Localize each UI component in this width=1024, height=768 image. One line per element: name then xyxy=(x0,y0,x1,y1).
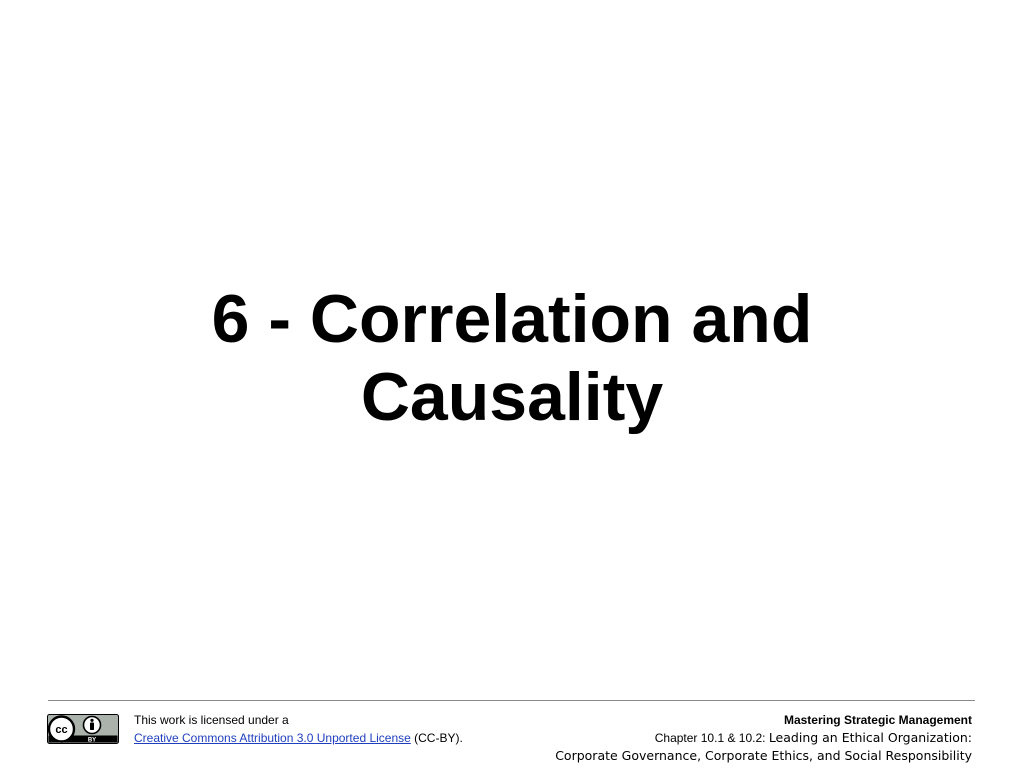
slide-title-line-1: 6 - Correlation and xyxy=(211,281,813,357)
chapter-title: Leading an Ethical Organization: xyxy=(768,730,972,745)
chapter-line xyxy=(502,729,972,747)
badge-by-text: BY xyxy=(87,737,97,744)
license-link[interactable]: Creative Commons Attribution 3.0 Unported License xyxy=(134,731,411,745)
chapter-subtitle: Corporate Governance, Corporate Ethics, and Social Responsibility xyxy=(555,748,972,763)
license-line-2 xyxy=(134,729,463,747)
license-prefix: This work is licensed under a xyxy=(134,713,289,727)
license-suffix: (CC-BY). xyxy=(410,731,463,745)
book-title: Mastering Strategic Management xyxy=(783,713,972,727)
slide-title xyxy=(0,280,1024,436)
chapter-label: Chapter 10.1 & 10.2: xyxy=(654,731,769,745)
badge-cc-text: cc xyxy=(55,724,68,736)
book-credits xyxy=(502,711,972,765)
license-notice xyxy=(134,711,463,747)
footer-divider xyxy=(48,700,975,701)
slide-title-line-2: Causality xyxy=(360,359,664,435)
cc-by-badge-icon[interactable] xyxy=(47,714,119,744)
